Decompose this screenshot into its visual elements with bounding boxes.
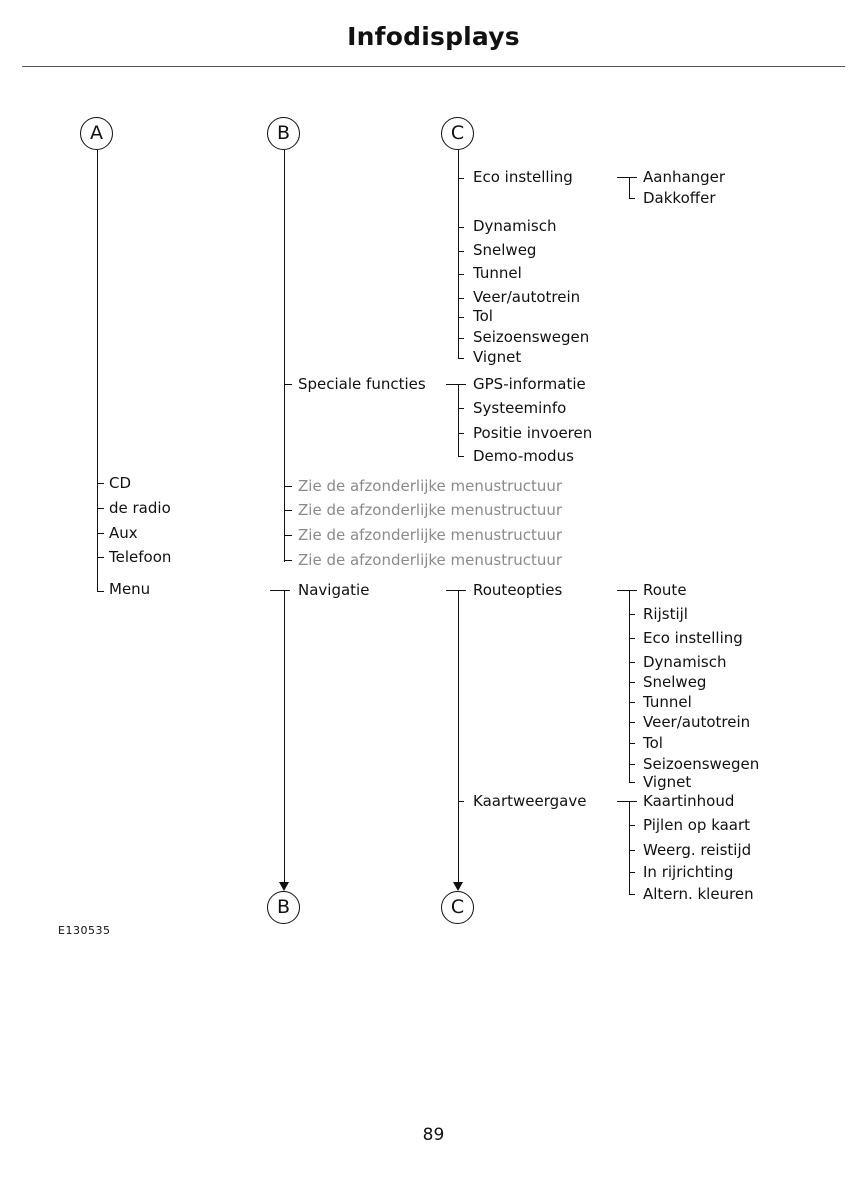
item-tunnel: Tunnel [643,693,692,711]
tick [458,456,464,457]
tick [458,251,464,252]
circle-a-top: A [80,117,113,150]
item-veer-autotrein: Veer/autotrein [473,288,581,306]
page-title: Infodisplays [347,22,520,51]
col-b-line-bottom [284,590,285,883]
tick [458,298,464,299]
circle-c-top: C [441,117,474,150]
eco-sub-line [629,177,630,198]
tick [458,801,464,802]
tick [284,486,292,487]
col-c-line-bottom [458,590,459,883]
col-a-line [97,150,98,591]
tick [97,557,104,558]
item-positie-invoeren: Positie invoeren [473,424,593,442]
kaart-sub-line [629,801,630,894]
item-seizoenswegen: Seizoenswegen [643,755,760,773]
item-weerg-reistijd: Weerg. reistijd [643,841,752,859]
item-vignet: Vignet [473,348,522,366]
item-dakkoffer: Dakkoffer [643,189,716,207]
tick [458,433,464,434]
tick [458,317,464,318]
item-kaartinhoud: Kaartinhoud [643,792,735,810]
menu-item-aux: Aux [109,524,138,542]
tick [458,358,464,359]
tick [629,638,635,639]
item-gps-informatie: GPS-informatie [473,375,586,393]
tick [458,338,464,339]
item-snelweg: Snelweg [643,673,707,691]
item-pijlen-op-kaart: Pijlen op kaart [643,816,751,834]
menu-item-radio: de radio [109,499,171,517]
tick [629,782,635,783]
menu-item-cd: CD [109,474,132,492]
speciale-sub-line [458,384,459,456]
tee [270,590,290,591]
circle-b-top: B [267,117,300,150]
tee [446,590,466,591]
item-aanhanger: Aanhanger [643,168,726,186]
tick [458,274,464,275]
col-c-line-top [458,150,459,358]
tick [629,764,635,765]
item-dynamisch: Dynamisch [643,653,727,671]
circle-b-bottom: B [267,891,300,924]
tick [629,198,635,199]
tick [458,178,464,179]
tick [629,850,635,851]
title-rule [22,66,845,67]
tick [97,483,104,484]
tick [97,591,104,592]
tick [629,682,635,683]
item-kaartweergave: Kaartweergave [473,792,587,810]
item-routeopties: Routeopties [473,581,563,599]
tee [617,590,637,591]
tick [629,614,635,615]
item-route: Route [643,581,687,599]
item-tol: Tol [643,734,663,752]
tick [629,722,635,723]
item-seizoenswegen: Seizoenswegen [473,328,590,346]
item-dynamisch: Dynamisch [473,217,557,235]
item-veer-autotrein: Veer/autotrein [643,713,751,731]
ref-menustructuur: Zie de afzonderlijke menustructuur [298,501,563,519]
item-altern-kleuren: Altern. kleuren [643,885,754,903]
tick [629,825,635,826]
tee [617,177,637,178]
tick [97,533,104,534]
item-eco-instelling: Eco instelling [473,168,573,186]
item-tunnel: Tunnel [473,264,522,282]
tick [284,384,292,385]
route-sub-line [629,590,630,782]
page-number: 89 [422,1125,445,1145]
tick [629,743,635,744]
ref-menustructuur: Zie de afzonderlijke menustructuur [298,551,563,569]
item-systeeminfo: Systeeminfo [473,399,567,417]
tick [97,508,104,509]
ref-menustructuur: Zie de afzonderlijke menustructuur [298,526,563,544]
figure-code: E130535 [58,924,111,937]
item-in-rijrichting: In rijrichting [643,863,734,881]
tee [446,384,466,385]
arrow-down-icon [279,882,289,891]
item-vignet: Vignet [643,773,692,791]
tee [617,801,637,802]
tick [629,662,635,663]
item-snelweg: Snelweg [473,241,537,259]
circle-c-bottom: C [441,891,474,924]
item-eco-instelling: Eco instelling [643,629,743,647]
item-tol: Tol [473,307,493,325]
col-b-line-top [284,150,285,562]
tick [629,702,635,703]
tick [284,535,292,536]
tick [284,560,292,561]
tick [458,227,464,228]
item-demo-modus: Demo-modus [473,447,574,465]
navigatie: Navigatie [298,581,370,599]
menu-item-menu: Menu [109,580,151,598]
tick [629,872,635,873]
ref-menustructuur: Zie de afzonderlijke menustructuur [298,477,563,495]
item-rijstijl: Rijstijl [643,605,688,623]
speciale-functies: Speciale functies [298,375,426,393]
tick [284,510,292,511]
tick [629,894,635,895]
arrow-down-icon [453,882,463,891]
tick [458,408,464,409]
menu-item-telefoon: Telefoon [109,548,172,566]
